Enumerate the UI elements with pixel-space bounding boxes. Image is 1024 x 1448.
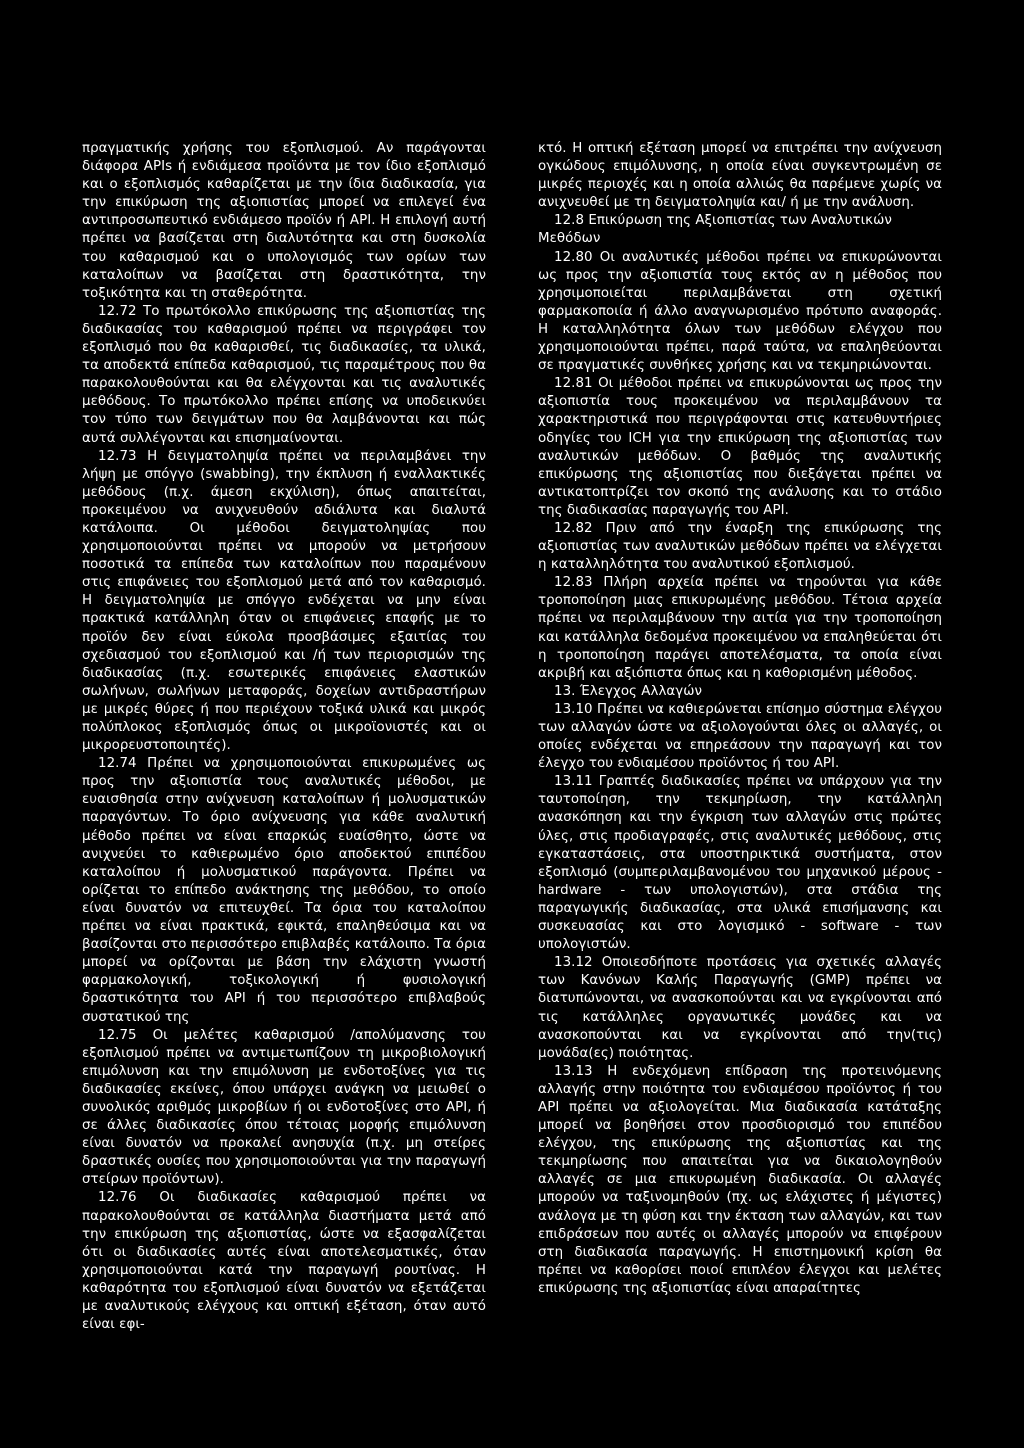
left-column: [82, 140, 486, 1410]
paragraph: 12.74 Πρέπει να χρησιμοποιούνται επικυρωμένες ως προς την αξιοπιστία τους αναλυτικές μέθοδοι, με ευαισθησία στην ανίχνευση καταλοίπων ή μολυσματικών παραγόντων. Το όριο ανίχνευσης για κάθε αναλυτική μέθοδο πρέπει να είναι επαρκώς ευαίσθητο, ώστε να ανιχνεύει το καθιερωμένο όριο αποδεκτού επιπέδου καταλοίπου ή μολυσματικού παράγοντα. Πρέπει να ορίζεται το επίπεδο ανάκτησης της μεθόδου, το οποίο είναι δυνατόν να επιτευχθεί. Τα όρια του καταλοίπου πρέπει να είναι πρακτικά, εφικτά, επαληθεύσιμα και να βασίζονται στο περισσότερο επιβλαβές κατάλοιπο. Τα όρια μπορεί να ορίζονται με βάση την ελάχιστη γνωστή φαρμακολογική, τοξικολογική ή φυσιολογική δραστικότητα του API ή του περισσότερο επιβλαβούς συστατικού της: [82, 756, 486, 1025]
paragraph: 12.76 Οι διαδικασίες καθαρισμού πρέπει να παρακολουθούνται σε κατάλληλα διαστήματα μετά από την επικύρωση της αξιοπιστίας, ώστε να εξασφαλίζεται ότι οι διαδικασίες αυτές είναι αποτελεσματικές, όταν χρησιμοποιούνται κατά την παραγωγή ρουτίνας. Η καθαρότητα του εξοπλισμού είναι δυνατόν να εξετάζεται με αναλυτικούς ελέγχους και οπτική εξέταση, όταν αυτό είναι εφι-: [82, 1190, 486, 1333]
paragraph: κτό. Η οπτική εξέταση μπορεί να επιτρέπει την ανίχνευση ογκώδους επιμόλυνσης, η οποία είναι συγκεντρωμένη σε μικρές περιοχές και η οποία αλλιώς θα παρέμενε χωρίς να ανιχνευθεί με τη δειγματοληψία και/ ή με την ανάλυση.: [538, 141, 942, 211]
paragraph: 13.13 Η ενδεχόμενη επίδραση της προτεινόμενης αλλαγής στην ποιότητα του ενδιαμέσου προϊόντος ή του API πρέπει να αξιολογείται. Μια διαδικασία κατάταξης μπορεί να βοηθήσει στον προσδιορισμό του επιπέδου ελέγχου, της επικύρωσης της αξιοπιστίας και της τεκμηρίωσης που απαιτείται για να δικαιολογηθούν αλλαγές σε μια επικυρωμένη διαδικασία. Οι αλλαγές μπορούν να ταξινομηθούν (πχ. ως ελάχιστες ή μέγιστες) ανάλογα με τη φύση και την έκταση των αλλαγών, και των επιδράσεων που αυτές οι αλλαγές μπορούν να επιφέρουν στη διαδικασία παραγωγής. Η επιστημονική κρίση θα πρέπει να καθορίσει ποιοί επιπλέον έλεγχοι και μελέτες επικύρωσης της αξιοπιστίας είναι απαραίτητες: [538, 1063, 942, 1296]
right-column: [538, 140, 942, 1410]
paragraph: πραγματικής χρήσης του εξοπλισμού. Αν παράγονται διάφορα APIs ή ενδιάμεσα προϊόντα με τον ίδιο εξοπλισμό και ο εξοπλισμός καθαρίζεται με την ίδια διαδικασία, για την επικύρωση της αξιοπιστίας μπορεί να επιλεγεί ένα αντιπροσωπευτικό ενδιάμεσο προϊόν ή API. Η επιλογή αυτή πρέπει να βασίζεται στη διαλυτότητα και στη δυσκολία του καθαρισμού και ο υπολογισμός των ορίων των καταλοίπων να βασίζεται στη δραστικότητα, την τοξικότητα και τη σταθερότητα.: [82, 141, 486, 301]
paragraph: 12.80 Οι αναλυτικές μέθοδοι πρέπει να επικυρώνονται ως προς την αξιοπιστία τους εκτός αν η μέθοδος που χρησιμοποιείται περιλαμβάνεται στη σχετική φαρμακοποιία ή άλλο αναγνωρισμένο πρότυπο αναφοράς. Η καταλληλότητα όλων των μεθόδων ελέγχου που χρησιμοποιούνται πρέπει, παρά ταύτα, να επαληθεύονται σε πραγματικές συνθήκες χρήσης και να τεκμηριώνονται.: [538, 249, 942, 374]
paragraph: 12.81 Οι μέθοδοι πρέπει να επικυρώνονται ως προς την αξιοπιστία τους προκειμένου να περιλαμβάνουν τα χαρακτηριστικά που περιγράφονται στις κατευθυντήριες οδηγίες του ICH για την επικύρωση της αξιοπιστίας των αναλυτικών μεθόδων. Ο βαθμός της αναλυτικής επικύρωσης της αξιοπιστίας που διεξάγεται πρέπει να αντικατοπτρίζει τον σκοπό της ανάλυσης και το στάδιο της διαδικασίας παραγωγής του API.: [538, 376, 942, 518]
paragraph: 12.73 Η δειγματοληψία πρέπει να περιλαμβάνει την λήψη με σπόγγο (swabbing), την έκπλυση ή εναλλακτικές μεθόδους (π.χ. άμεση εκχύλιση), όπως απαιτείται, προκειμένου να ανιχνευθούν αδιάλυτα και διαλυτά κατάλοιπα. Οι μέθοδοι δειγματοληψίας που χρησιμοποιούνται πρέπει να μπορούν να μετρήσουν ποσοτικά τα επίπεδα των καταλοίπων που παραμένουν στις επιφάνειες του εξοπλισμού μετά από τον καθαρισμό. Η δειγματοληψία με σπόγγο ενδέχεται να μην είναι πρακτικά κατάλληλη όταν οι επιφάνειες επαφής με το προϊόν δεν είναι εύκολα προσβάσιμες εξαιτίας του σχεδιασμού του εξοπλισμού και /ή των περιορισμών της διαδικασίας (π.χ. εσωτερικές επιφάνειες ελαστικών σωλήνων, σωλήνων μεταφοράς, δοχείων αντιδραστήρων με μικρές θύρες ή που περιέχουν τοξικά υλικά και μικρός πολύπλοκος εξοπλισμός όπως οι μικροϊονιστές και οι μικρορευστοποιητές).: [82, 448, 486, 754]
paragraph: 12.83 Πλήρη αρχεία πρέπει να τηρούνται για κάθε τροποποίηση μιας επικυρωμένης μεθόδου. Τέτοια αρχεία πρέπει να περιλαμβάνουν την αιτία για την τροποποίηση και κατάλληλα δεδομένα προκειμένου να επαληθεύεται ότι η τροποποίηση παράγει αποτελέσματα, τα οποία είναι ακριβή και αξιόπιστα όπως και η καθορισμένη μέθοδος.: [538, 575, 942, 681]
paragraph: 12.82 Πριν από την έναρξη της επικύρωσης της αξιοπιστίας των αναλυτικών μεθόδων πρέπει να ελέγχεται η καταλληλότητα του αναλυτικού εξοπλισμού.: [538, 520, 942, 573]
paragraph: 12.72 Το πρωτόκολλο επικύρωσης της αξιοπιστίας της διαδικασίας του καθαρισμού πρέπει να περιγράφει τον εξοπλισμό που θα καθαρισθεί, τις διαδικασίες, τα υλικά, τα αποδεκτά επίπεδα καθαρισμού, τις παραμέτρους που θα παρακολουθούνται και θα ελέγχονται και τις αναλυτικές μεθόδους. Το πρωτόκολλο πρέπει επίσης να υποδεικνύει τον τύπο των δειγμάτων που θα λαμβάνονται και πώς αυτά συλλέγονται και επισημαίνονται.: [82, 303, 486, 446]
paragraph: 13.10 Πρέπει να καθιερώνεται επίσημο σύστημα ελέγχου των αλλαγών ώστε να αξιολογούνται όλες οι αλλαγές, οι οποίες ενδέχεται να επηρεάσουν την παραγωγή και τον έλεγχο του ενδιαμέσου προϊόντος ή του API.: [538, 701, 942, 772]
paragraph: 13.12 Οποιεσδήποτε προτάσεις για σχετικές αλλαγές των Κανόνων Καλής Παραγωγής (GMP) πρέπει να διατυπώνονται, να ανασκοπούνται και να εγκρίνονται από τις κατάλληλες οργανωτικές μονάδες και να ανασκοπούνται και να εγκρίνονται από την(τις) μονάδα(ες) ποιότητας.: [538, 955, 942, 1061]
document-page: [82, 140, 942, 1410]
paragraph: 12.75 Οι μελέτες καθαρισμού /απολύμανσης του εξοπλισμού πρέπει να αντιμετωπίζουν τη μικροβιολογική επιμόλυνση και την επιμόλυνση με ενδοτοξίνες για τις διαδικασίες εκείνες, όπου υπάρχει ανάγκη να μειωθεί ο συνολικός αριθμός μικροβίων ή οι ενδοτοξίνες στο API, ή σε άλλες διαδικασίες όπου τέτοιας μορφής επιμόλυνση είναι δυνατόν να προκαλεί ανησυχία (π.χ. μη στείρες δραστικές ουσίες που χρησιμοποιούνται για την παραγωγή στείρων προϊόντων).: [82, 1027, 486, 1188]
paragraph: 13.11 Γραπτές διαδικασίες πρέπει να υπάρχουν για την ταυτοποίηση, την τεκμηρίωση, την κατάλληλη ανασκόπηση και την έγκριση των αλλαγών στις πρώτες ύλες, στις προδιαγραφές, στις αναλυτικές μεθόδους, στις εγκαταστάσεις, στα υποστηρικτικά συστήματα, στον εξοπλισμό (συμπεριλαμβανομένου του μηχανικού μέρους - hardware - των υπολογιστών), στα στάδια της παραγωγικής διαδικασίας, στα υλικά επισήμανσης και συσκευασίας και στο λογισμικό - software - των υπολογιστών.: [538, 774, 942, 953]
section-heading: 12.8 Επικύρωση της Αξιοπιστίας των Αναλυτικών Μεθόδων: [538, 213, 892, 247]
section-heading: 13. Έλεγχος Αλλαγών: [554, 683, 703, 699]
